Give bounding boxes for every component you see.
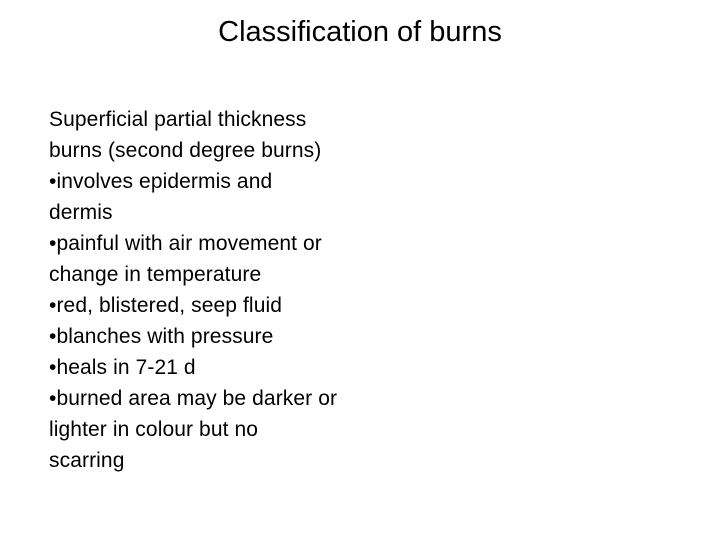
bullet-item: •blanches with pressure: [49, 325, 274, 348]
slide-body: [49, 104, 409, 476]
body-text-line: burns (second degree burns): [49, 139, 322, 162]
bullet-item-continuation: change in temperature: [49, 263, 262, 286]
bullet-item: •burned area may be darker or: [49, 387, 338, 410]
bullet-item-continuation: scarring: [49, 449, 125, 472]
bullet-item-continuation: dermis: [49, 201, 113, 224]
slide-title: Classification of burns: [218, 16, 502, 48]
bullet-item: •involves epidermis and: [49, 170, 273, 193]
bullet-item: •painful with air movement or: [49, 232, 322, 255]
bullet-item: •red, blistered, seep fluid: [49, 294, 283, 317]
bullet-item-continuation: lighter in colour but no: [49, 418, 259, 441]
body-text-line: Superficial partial thickness: [49, 108, 307, 131]
bullet-item: •heals in 7-21 d: [49, 356, 196, 379]
